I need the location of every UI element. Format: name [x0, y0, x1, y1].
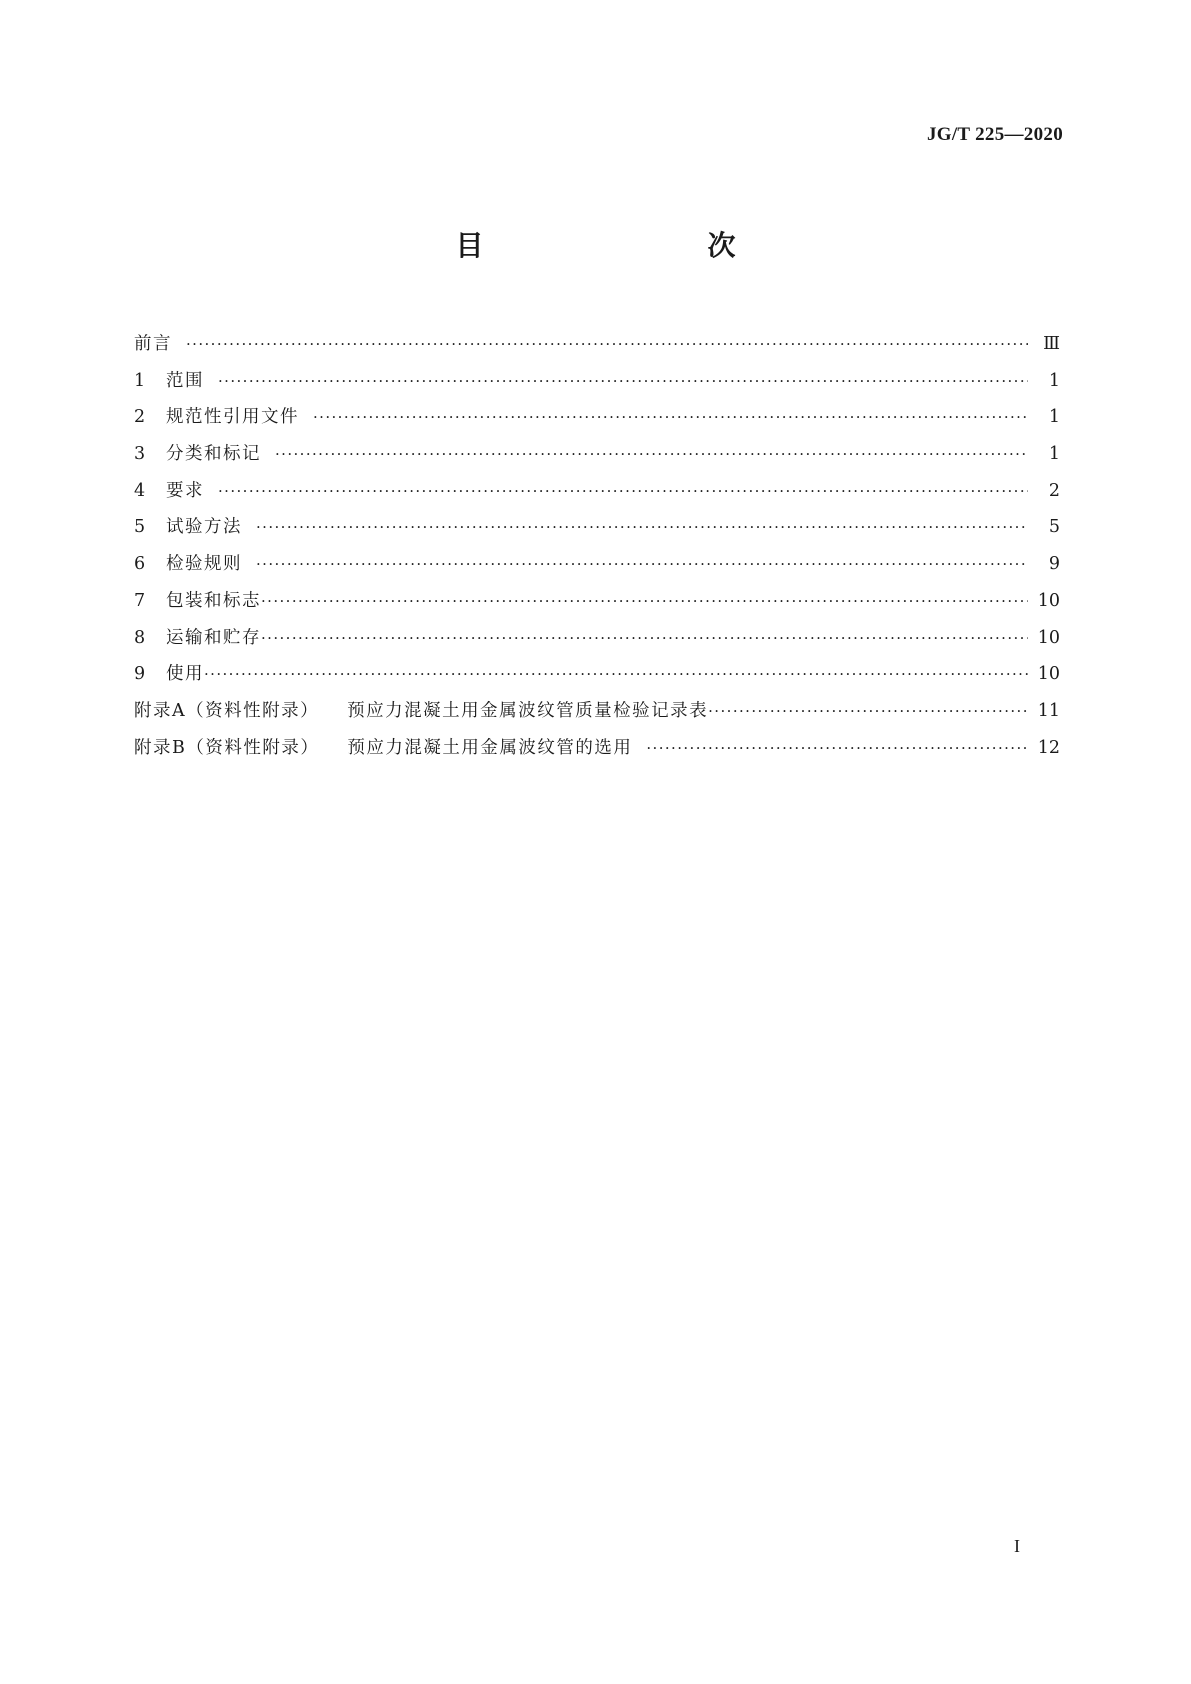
toc-entry-6[interactable]	[134, 546, 1060, 583]
toc-entry-page: 1	[1048, 370, 1060, 391]
toc-entry-subtitle: 预应力混凝土用金属波纹管的选用	[347, 737, 633, 758]
toc-entry-foreword[interactable]	[134, 326, 1060, 363]
toc-entry-2[interactable]	[134, 399, 1060, 436]
toc-entry-title: 附录B（资料性附录）	[134, 737, 320, 758]
toc-entry-number: 8	[134, 627, 146, 648]
toc-entry-number: 2	[134, 407, 146, 428]
toc-entry-page: 10	[1037, 664, 1060, 685]
toc-entry-4[interactable]	[134, 473, 1060, 510]
toc-leader-dots	[256, 509, 1028, 546]
toc-entry-appendix-a[interactable]	[134, 693, 1060, 730]
toc-entry-title: 运输和贮存	[166, 627, 261, 648]
toc-leader-dots	[313, 399, 1028, 436]
table-of-contents	[134, 326, 1060, 766]
toc-entry-3[interactable]	[134, 436, 1060, 473]
toc-entry-number: 4	[134, 480, 146, 501]
toc-leader-dots	[204, 656, 1028, 693]
toc-entry-page: 1	[1048, 407, 1060, 428]
toc-entry-page: 5	[1048, 517, 1060, 538]
standard-code: JG/T 225—2020	[926, 124, 1063, 145]
toc-entry-title: 检验规则	[166, 554, 242, 575]
toc-entry-title: 要求	[166, 480, 204, 501]
toc-entry-page: 9	[1048, 554, 1060, 575]
toc-entry-number: 7	[134, 590, 146, 611]
toc-leader-dots	[261, 620, 1028, 657]
toc-entry-title: 使用	[166, 664, 204, 685]
toc-entry-number: 5	[134, 517, 146, 538]
toc-entry-title: 前言	[134, 334, 172, 354]
toc-leader-dots	[218, 473, 1028, 510]
toc-leader-dots	[275, 436, 1028, 473]
toc-entry-page: 11	[1037, 700, 1060, 721]
toc-entry-5[interactable]	[134, 509, 1060, 546]
toc-entry-number: 3	[134, 444, 146, 465]
toc-entry-title: 范围	[166, 370, 204, 391]
toc-entry-page: 1	[1048, 444, 1060, 465]
toc-entry-page: 10	[1037, 590, 1060, 611]
toc-entry-page: 10	[1037, 627, 1060, 648]
toc-entry-page: 12	[1037, 737, 1060, 758]
toc-entry-number: 6	[134, 554, 146, 575]
toc-leader-dots	[256, 546, 1028, 583]
toc-entry-number: 9	[134, 664, 146, 685]
toc-leader-dots	[218, 363, 1028, 400]
toc-entry-title: 分类和标记	[166, 444, 261, 465]
toc-entry-1[interactable]	[134, 363, 1060, 400]
toc-entry-page: 2	[1048, 480, 1060, 501]
toc-entry-title: 附录A（资料性附录）	[134, 700, 320, 721]
toc-entry-title: 试验方法	[166, 517, 242, 538]
toc-entry-7[interactable]	[134, 583, 1060, 620]
toc-entry-number: 1	[134, 370, 146, 391]
page-title: 目 次	[455, 229, 792, 262]
toc-entry-title: 包装和标志	[166, 590, 261, 611]
toc-entry-appendix-b[interactable]	[134, 730, 1060, 767]
toc-leader-dots	[646, 730, 1028, 767]
toc-leader-dots	[261, 583, 1028, 620]
toc-leader-dots	[186, 326, 1028, 363]
toc-entry-9[interactable]	[134, 656, 1060, 693]
toc-entry-8[interactable]	[134, 620, 1060, 657]
toc-entry-title: 规范性引用文件	[166, 407, 299, 428]
toc-leader-dots	[708, 693, 1028, 730]
page-number: I	[1014, 1536, 1020, 1556]
toc-entry-subtitle: 预应力混凝土用金属波纹管质量检验记录表	[347, 700, 709, 721]
toc-entry-page: Ⅲ	[1043, 334, 1060, 354]
